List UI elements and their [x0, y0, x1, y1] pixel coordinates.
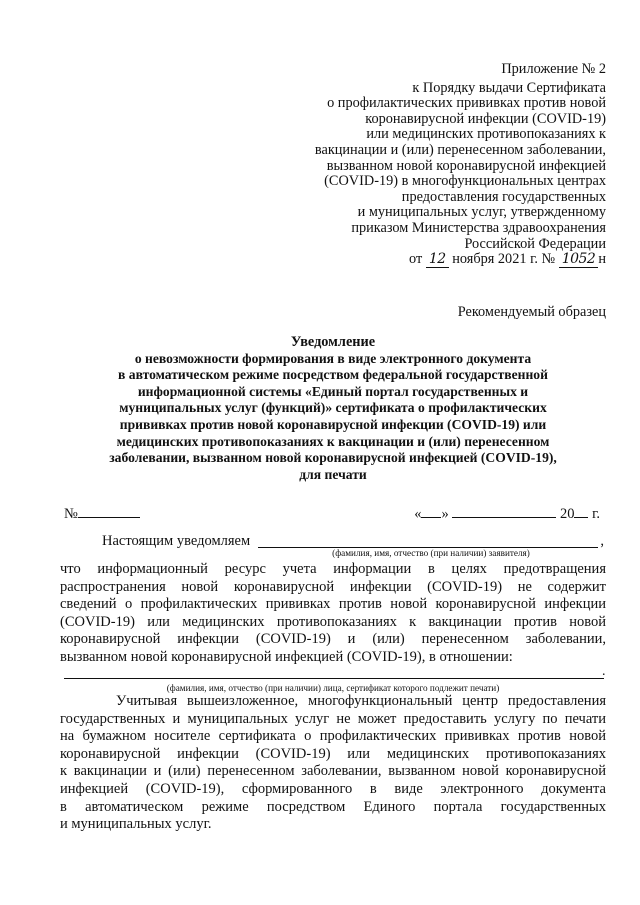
year-prefix: 20 [559, 506, 575, 522]
year-blank [574, 505, 588, 518]
appendix-header [276, 62, 606, 268]
appendix-line: вакцинации и (или) перенесенном заболевании, [314, 141, 606, 158]
appendix-line: к Порядку выдачи Сертификата [412, 79, 606, 96]
day-blank [421, 505, 441, 518]
number-blank [78, 505, 140, 518]
applicant-caption: (фамилия, имя, отчество (при наличии) заявителя) [332, 548, 530, 558]
year-suffix: г. [592, 506, 600, 522]
paragraph-line: к вакцинации и (или) перенесенном заболевании, вызванном новой коронавирусной [60, 763, 606, 780]
order-day: 12 [426, 251, 449, 268]
paragraph-line: и муниципальных услуг. [60, 816, 212, 833]
document-number-field [64, 505, 140, 523]
paragraph-1 [60, 561, 606, 667]
appendix-line: предоставления государственных [401, 188, 606, 205]
notice-title-line: заболевании, вызванном новой коронавирусной инфекцией (COVID-19), [109, 450, 557, 466]
recommended-sample-label: Рекомендуемый образец [457, 304, 606, 320]
notice-title [60, 334, 606, 483]
paragraph-line: государственных и муниципальных услуг не может предоставить услугу по печати [60, 710, 606, 727]
date-open-quote: « [414, 506, 422, 522]
paragraph-2 [60, 693, 606, 834]
appendix-title: Приложение № 2 [501, 61, 606, 77]
paragraph-line: сведений о профилактических прививках против новой коронавирусной инфекции [60, 596, 606, 613]
notify-comma: , [600, 533, 604, 549]
appendix-line: коронавирусной инфекции (COVID-19) [365, 110, 606, 127]
notice-title-line: в автоматическом режиме посредством федеральной государственной [118, 367, 548, 383]
appendix-line: приказом Министерства здравоохранения [351, 219, 606, 236]
person-name-line [64, 678, 604, 679]
person-caption: (фамилия, имя, отчество (при наличии) лица, сертификат которого подлежит печати) [166, 683, 500, 693]
notice-title-line: прививках против новой коронавирусной инфекции (COVID-19) или [119, 416, 547, 432]
paragraph-line: (COVID-19) или медицинских противопоказаниях к вакцинации против новой [60, 613, 606, 630]
order-suffix: н [598, 251, 606, 268]
notice-title-line: муниципальных услуг (функций)» сертификата о профилактических [119, 400, 547, 416]
document-date-field [414, 505, 600, 523]
order-reference [276, 252, 606, 268]
paragraph-line: что информационный ресурс учета информации в целях предотвращения [60, 561, 606, 577]
appendix-line: вызванном новой коронавирусной инфекцией [326, 157, 606, 174]
notify-text: Настоящим уведомляем [102, 533, 251, 549]
paragraph-line: на бумажном носителе сертификата о профилактических прививках против новой [60, 728, 606, 745]
month-blank [452, 505, 556, 518]
paragraph-line: Учитывая вышеизложенное, многофункциональный центр предоставления [116, 693, 606, 709]
notice-title-main: Уведомление [290, 334, 376, 350]
appendix-line: Российской Федерации [464, 235, 606, 252]
number-date-row [60, 505, 606, 523]
number-label: № [64, 506, 78, 522]
order-from: от [409, 251, 423, 268]
date-close-quote: » [441, 506, 449, 522]
paragraph-line: коронавирусной инфекции (COVID-19) или медицинских противопоказаниях [60, 745, 606, 762]
appendix-line: о профилактических прививках против новой [327, 95, 606, 112]
appendix-line: (COVID-19) в многофункциональных центрах [324, 173, 606, 190]
order-month-year: ноября 2021 г. № [452, 251, 556, 268]
paragraph-line: вызванном новой коронавирусной инфекцией (COVID-19), в отношении: [60, 648, 513, 665]
notice-title-line: информационной системы «Единый портал государственных и [137, 383, 529, 399]
order-number: 1052 [559, 251, 599, 268]
appendix-line: и муниципальных услуг, утвержденному [357, 204, 606, 221]
notice-title-line: для печати [299, 466, 367, 482]
appendix-line: или медицинских противопоказаниях к [366, 126, 606, 143]
paragraph-line: коронавирусной инфекции (COVID-19) и (или) перенесенном заболевании, [60, 631, 606, 648]
paragraph-line: в автоматическом режиме посредством Единого портала государственных [60, 798, 606, 815]
paragraph-line: распространения новой коронавирусной инфекции (COVID-19) не содержит [60, 578, 606, 595]
paragraph-line: инфекцией (COVID-19), сформированного в виде электронного документа [60, 780, 606, 797]
person-line-end: . [602, 664, 606, 679]
notice-title-line: медицинских противопоказаниях к вакцинации и (или) перенесенном [116, 433, 550, 449]
notice-title-line: о невозможности формирования в виде электронного документа [134, 350, 532, 366]
